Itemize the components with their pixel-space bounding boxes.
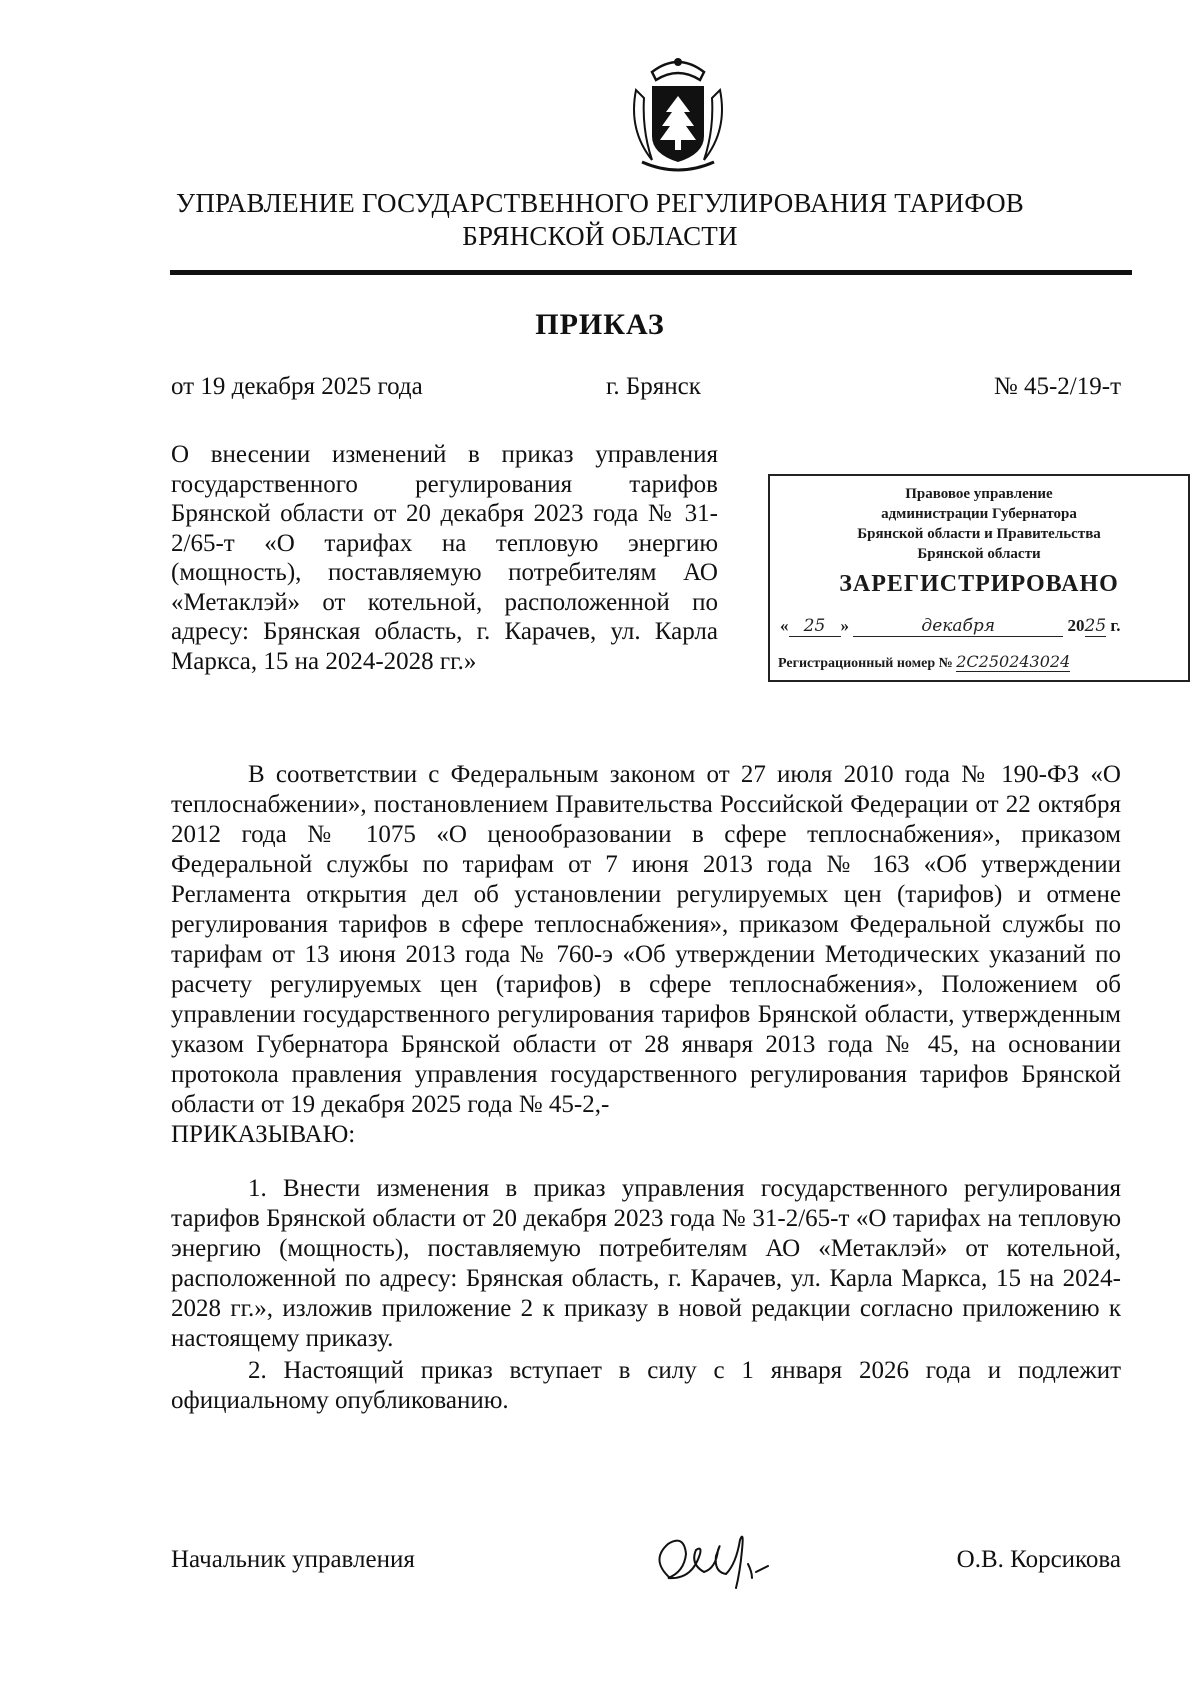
- header-divider: [170, 270, 1132, 275]
- order-number: № 45-2/19-т: [993, 373, 1121, 400]
- stamp-line-3: Брянской области и Правительства: [857, 526, 1101, 542]
- stamp-registered: ЗАРЕГИСТРИРОВАНО: [839, 571, 1119, 597]
- order-word: ПРИКАЗЫВАЮ:: [171, 1121, 356, 1148]
- order-body: [171, 760, 1121, 1416]
- handwritten-signature: [640, 1520, 800, 1600]
- stamp-year-suffix: 25: [1084, 616, 1107, 636]
- subject-text: О внесении изменений в приказ управления государственного регулирования тарифов Брянской области от 20 декабря 2023 года № 31-2/65-т «О тарифах на тепловую энергию (мощность), поставляемую потребителям АО «Метаклэй» от котельной, расположенной по адресу: Брянская область, г. Карачев, ул. Карла Маркса, 15 на 2024-2028 гг.»: [171, 441, 718, 675]
- stamp-line-1: Правовое управление: [905, 486, 1053, 502]
- item-2-paragraph: 2. Настоящий приказ вступает в силу с 1 января 2026 года и подлежит официальному опубликованию.: [171, 1357, 1121, 1414]
- stamp-line-2: администрации Губернатора: [881, 506, 1077, 522]
- stamp-month: декабря: [853, 616, 1063, 637]
- signatory-name: О.В. Корсикова: [956, 1546, 1121, 1573]
- stamp-reg-number: 2С250243024: [956, 652, 1071, 671]
- preamble-paragraph: В соответствии с Федеральным законом от 27 июля 2010 года № 190-ФЗ «О теплоснабжении», постановлением Правительства Российской Федерации от 22 октября 2012 года № 1075 «О ценообразовании в сфере теплоснабжения», приказом Федеральной службы по тарифам от 7 июня 2013 года № 163 «Об утверждении Регламента открытия дел об установлении регулируемых цен (тарифов) и отмене регулирования тарифов в сфере теплоснабжения», приказом Федеральной службы по тарифам от 13 июня 2013 года № 760-э «Об утверждении Методических указаний по расчету регулируемых цен (тарифов) в сфере теплоснабжения», Положением об управлении государственного регулирования тарифов Брянской области, утвержденным указом Губернатора Брянской области от 28 января 2013 года № 45, на основании протокола правления управления государственного регулирования тарифов Брянской области от 19 декабря 2025 года № 45-2,-: [171, 761, 1121, 1118]
- stamp-line-4: Брянской области: [917, 546, 1041, 562]
- stamp-year-unit: г.: [1110, 616, 1121, 635]
- stamp-year-prefix: 20: [1067, 616, 1085, 635]
- organization-name: УПРАВЛЕНИЕ ГОСУДАРСТВЕННОГО РЕГУЛИРОВАНИЯ ТАРИФОВ: [176, 188, 1024, 218]
- document-title: ПРИКАЗ: [535, 308, 665, 341]
- stamp-reg-row: [778, 652, 1186, 672]
- item-1-paragraph: 1. Внести изменения в приказ управления государственного регулирования тарифов Брянской области от 20 декабря 2023 года № 31-2/65-т «О тарифах на тепловую энергию (мощность), поставляемую потребителям АО «Метаклэй» от котельной, расположенной по адресу: Брянская область, г. Карачев, ул. Карла Маркса, 15 на 2024-2028 гг.», изложив приложение 2 к приказу в новой редакции согласно приложению к настоящему приказу.: [171, 1175, 1121, 1352]
- order-city: г. Брянск: [606, 373, 701, 400]
- order-date: от 19 декабря 2025 года: [171, 373, 423, 400]
- stamp-date-row: « 25 » декабря 2025 г.: [780, 616, 1121, 636]
- organization-region: БРЯНСКОЙ ОБЛАСТИ: [462, 221, 738, 251]
- order-subject: [171, 440, 718, 676]
- coat-of-arms-icon: [622, 50, 734, 180]
- stamp-day: 25: [789, 616, 841, 637]
- signatory-position: Начальник управления: [171, 1546, 415, 1573]
- stamp-reg-label: Регистрационный номер №: [778, 656, 953, 671]
- registration-stamp: [768, 474, 1190, 682]
